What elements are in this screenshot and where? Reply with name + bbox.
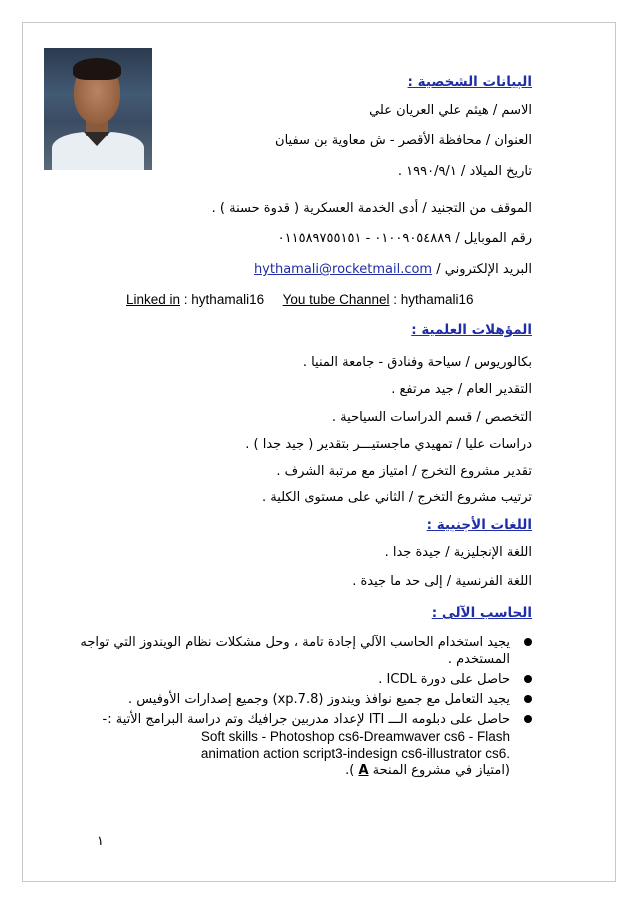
language-line: اللغة الإنجليزية / جيدة جدا . bbox=[384, 545, 532, 560]
email-line bbox=[254, 262, 532, 278]
languages-heading: اللغات الأجنبية : bbox=[426, 517, 532, 533]
social-line bbox=[126, 292, 474, 308]
list-item-text bbox=[112, 762, 510, 779]
education-heading: المؤهلات العلمية : bbox=[411, 322, 532, 338]
youtube-label[interactable]: You tube Channel bbox=[282, 292, 390, 307]
military-line: الموقف من التجنيد / أدى الخدمة العسكرية ( قدوة حسنة ) . bbox=[211, 201, 532, 216]
list-item-text: يجيد استخدام الحاسب الآلي إجادة تامة ، وحل مشكلات نظام الويندوز التي تواجه bbox=[80, 635, 510, 650]
grade-suffix: ). bbox=[345, 763, 359, 778]
youtube-value: : hythamali16 bbox=[389, 292, 474, 307]
list-item-text: حاصل على دورة ICDL . bbox=[378, 672, 510, 687]
list-item bbox=[112, 671, 532, 688]
address-line: العنوان / محافظة الأقصر - ش معاوية بن سفيان bbox=[275, 133, 532, 148]
list-item-text: animation action script3-indesign cs6-illustrator cs6. bbox=[200, 746, 510, 761]
birth-line: تاريخ الميلاد / ١٩٩٠/٩/١ . bbox=[397, 164, 532, 179]
profile-photo bbox=[44, 48, 152, 170]
name-line: الاسم / هيثم علي العريان علي bbox=[369, 103, 532, 118]
language-line: اللغة الفرنسية / إلى حد ما جيدة . bbox=[352, 574, 532, 589]
mobile-line: رقم الموبايل / ٠١٠٠٩٠٥٤٨٨٩ - ٠١١٥٨٩٧٥٥١٥١ bbox=[277, 231, 532, 246]
email-link[interactable]: hythamali@rocketmail.com bbox=[253, 262, 433, 277]
education-line: تقدير مشروع التخرج / امتياز مع مرتبة الشرف . bbox=[276, 464, 532, 479]
grade-value: A bbox=[358, 763, 369, 778]
personal-heading: البيانات الشخصية : bbox=[407, 74, 532, 90]
list-item bbox=[102, 711, 532, 779]
list-item bbox=[80, 634, 532, 668]
education-line: التخصص / قسم الدراسات السياحية . bbox=[331, 410, 532, 425]
list-item-text: يجيد التعامل مع جميع نوافذ ويندوز (xp.7.8) وجميع إصدارات الأوفيس . bbox=[127, 692, 510, 707]
list-item-text: حاصل على دبلومه الـــ ITI لإعداد مدربين جرافيك وتم دراسة البرامج الأتية :- bbox=[102, 712, 510, 727]
list-item-text: Soft skills - Photoshop cs6-Dreamwaver cs6 - Flash bbox=[200, 729, 510, 744]
education-line: بكالوريوس / سياحة وفنادق - جامعة المنيا . bbox=[302, 355, 532, 370]
linkedin-label[interactable]: Linked in bbox=[126, 292, 181, 307]
education-line: ترتيب مشروع التخرج / الثاني على مستوى الكلية . bbox=[261, 490, 532, 505]
linkedin-value: : hythamali16 bbox=[180, 292, 265, 307]
list-item-text: المستخدم . bbox=[447, 652, 510, 667]
computer-skills-list bbox=[80, 634, 532, 779]
computer-heading: الحاسب الآلى : bbox=[431, 605, 532, 621]
list-item bbox=[112, 691, 532, 708]
education-line: دراسات عليا / تمهيدي ماجستيـــر بتقدير ( جيد جدا ) . bbox=[245, 437, 532, 452]
education-line: التقدير العام / جيد مرتفع . bbox=[391, 382, 532, 397]
grade-prefix: (امتياز في مشروع المنحة bbox=[368, 763, 510, 778]
email-label: البريد الإلكتروني / bbox=[436, 262, 532, 277]
page-number: ١ bbox=[97, 834, 104, 849]
